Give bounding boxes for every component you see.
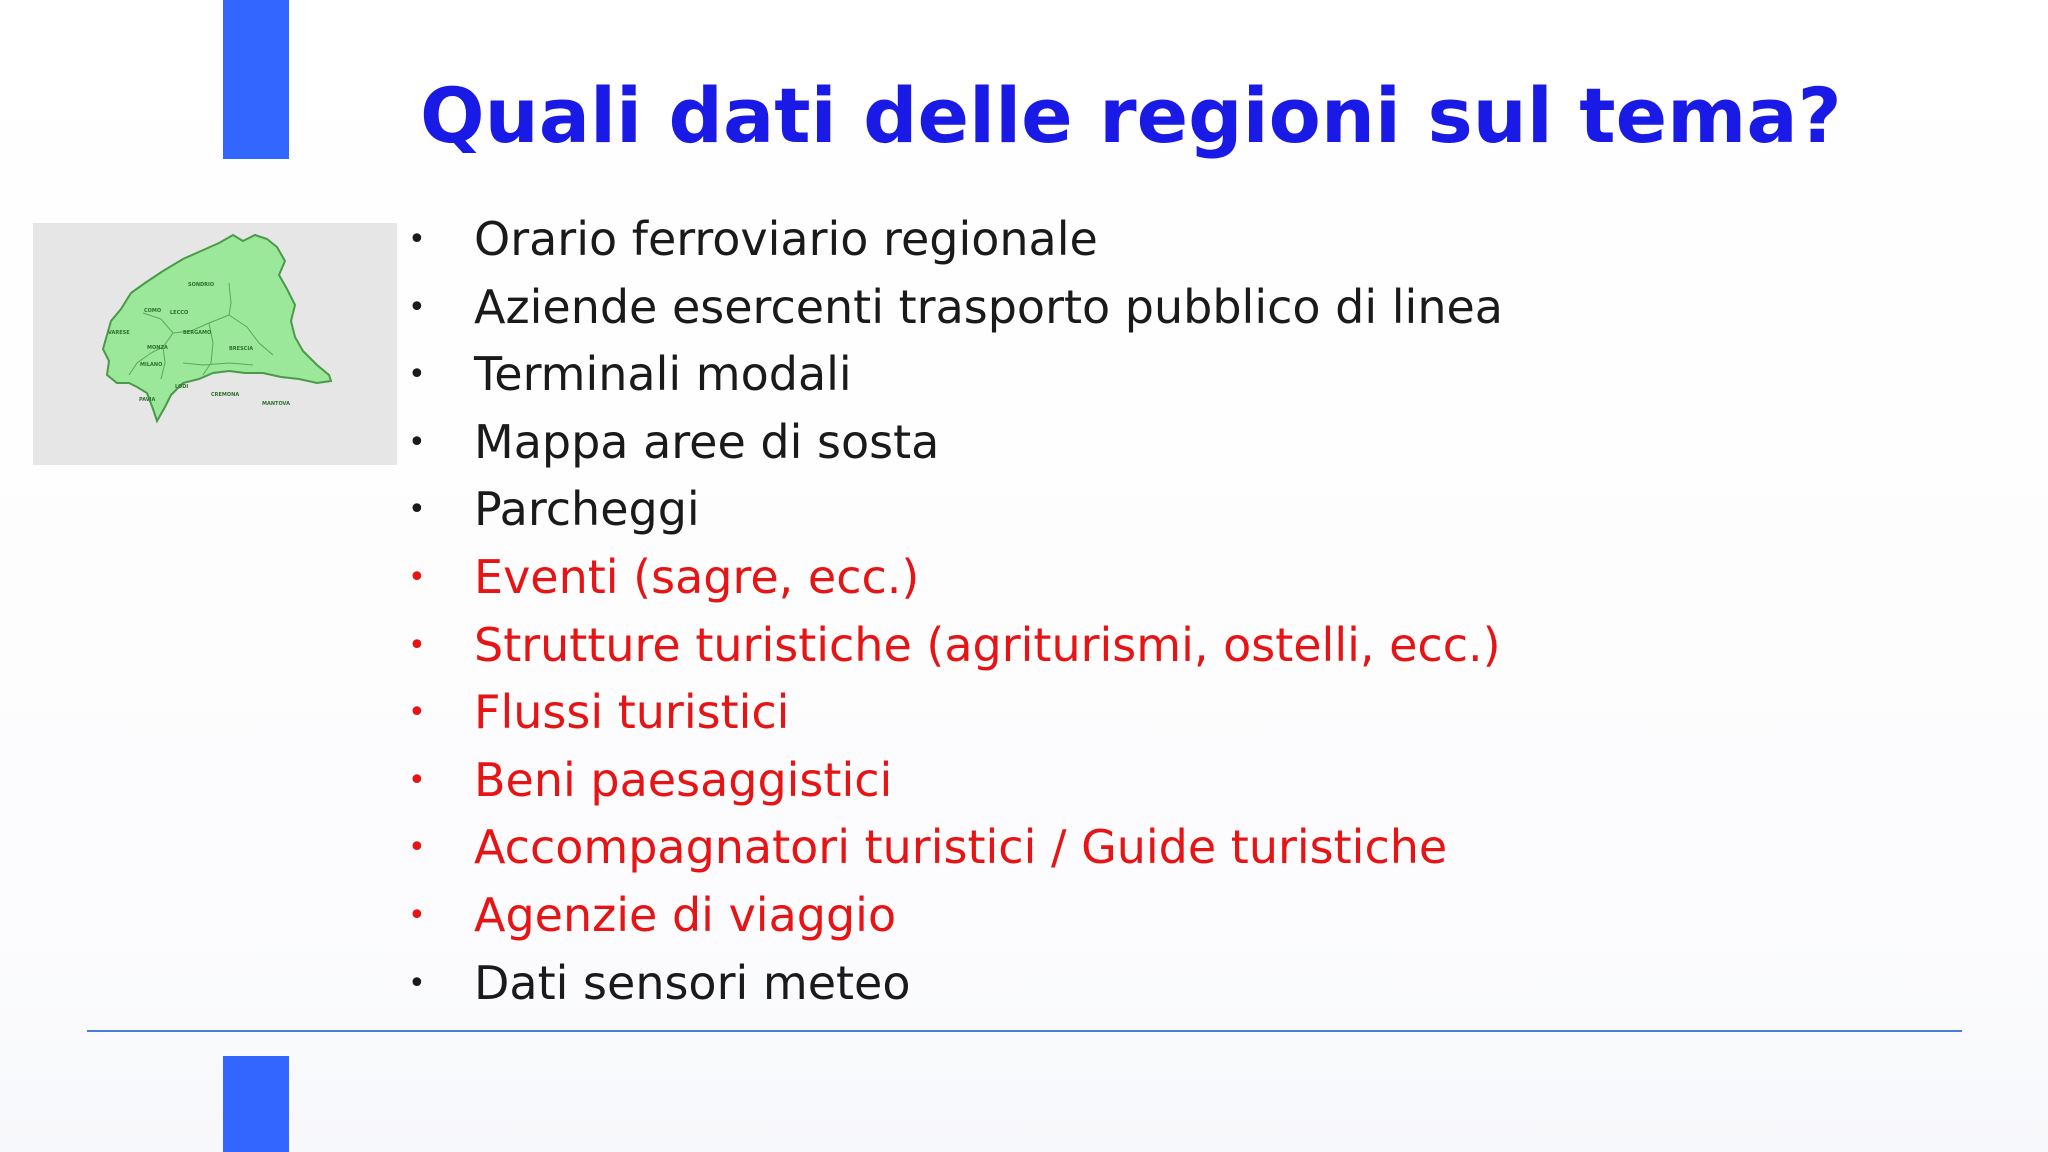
bullet-text: Parcheggi — [474, 482, 700, 537]
map-label: CREMONA — [211, 392, 240, 398]
accent-bar-bottom — [223, 1056, 289, 1152]
map-label: MONZA — [147, 345, 168, 351]
bullet-text: Strutture turistiche (agriturismi, ostelli, ecc.) — [474, 617, 1501, 672]
bullet-dot: • — [408, 559, 426, 595]
bullet-dot: • — [408, 830, 426, 866]
map-label: LECCO — [170, 310, 189, 316]
bullet-dot: • — [408, 695, 426, 731]
bullet-text: Dati sensori meteo — [474, 955, 911, 1010]
bullet-text: Flussi turistici — [474, 685, 790, 740]
bullet-dot: • — [408, 627, 426, 663]
bullet-text: Mappa aree di sosta — [474, 414, 940, 469]
map-label: PAVIA — [139, 397, 156, 403]
map-label: COMO — [144, 308, 162, 314]
bullet-dot: • — [408, 762, 426, 798]
bullet-dot: • — [408, 289, 426, 325]
map-label: BRESCIA — [229, 346, 254, 352]
map-label: BERGAMO — [183, 330, 212, 336]
bullet-dot: • — [408, 492, 426, 528]
region-map-image — [33, 223, 397, 465]
bullet-dot: • — [408, 965, 426, 1001]
map-label: SONDRIO — [188, 282, 215, 288]
bullet-text: Agenzie di viaggio — [474, 887, 897, 942]
bullet-dot: • — [408, 357, 426, 393]
bullet-dot: • — [408, 424, 426, 460]
bullet-text: Eventi (sagre, ecc.) — [474, 549, 920, 604]
bullet-dot: • — [408, 222, 426, 257]
accent-bar-top — [223, 0, 289, 159]
bullet-text: Accompagnatori turistici / Guide turistiche — [474, 820, 1448, 875]
bullet-dot: • — [408, 897, 426, 933]
bullet-text: Terminali modali — [474, 347, 852, 402]
bullet-text: Beni paesaggistici — [474, 752, 893, 807]
map-label: VARESE — [108, 330, 130, 336]
slide-title: Quali dati delle regioni sul tema? — [420, 71, 1842, 160]
map-label: LODI — [175, 384, 189, 390]
bullet-text: Aziende esercenti trasporto pubblico di linea — [474, 279, 1503, 334]
map-label: MANTOVA — [262, 401, 290, 407]
footer-divider — [87, 1030, 1962, 1032]
lombardy-map-svg — [33, 223, 397, 465]
bullet-text: Orario ferroviario regionale — [474, 212, 1098, 266]
map-label: MILANO — [140, 362, 163, 368]
